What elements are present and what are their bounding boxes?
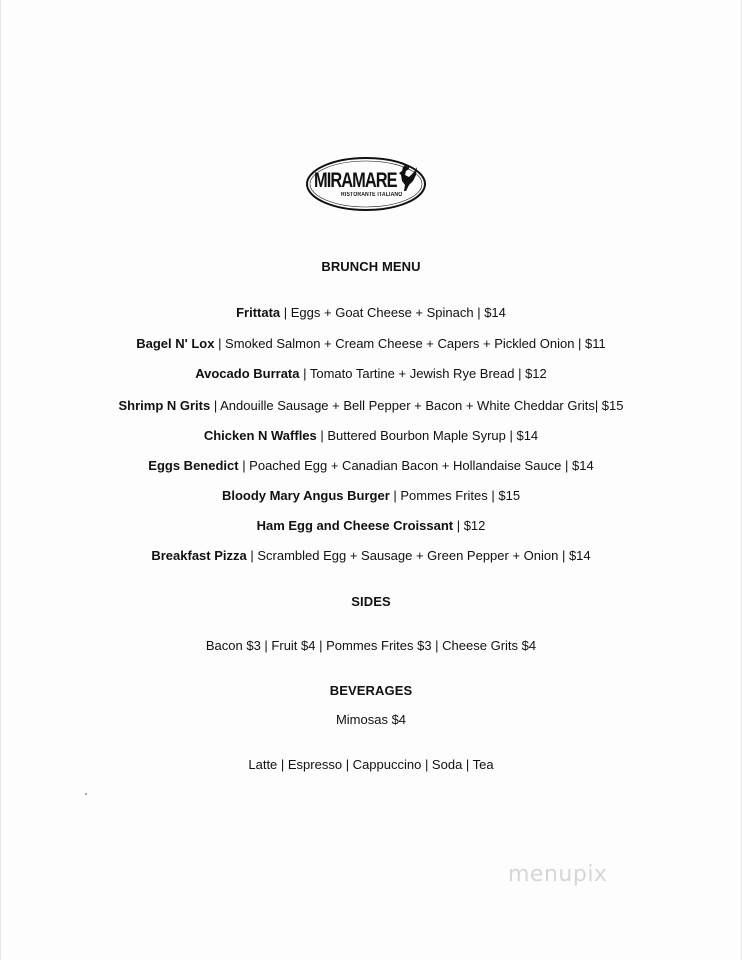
menu-item-detail: | $12 bbox=[453, 518, 486, 533]
menu-item-name: Ham Egg and Cheese Croissant bbox=[256, 518, 454, 533]
menu-item-name: Frittata bbox=[236, 305, 281, 320]
menu-item-name: Bagel N' Lox bbox=[136, 336, 215, 351]
scan-edge-left bbox=[0, 0, 1, 960]
beverage-line: Mimosas $4 bbox=[335, 712, 407, 727]
menu-item bbox=[0, 366, 742, 382]
sides-list: Bacon $3 | Fruit $4 | Pommes Frites $3 | Cheese Grits $4 bbox=[205, 638, 537, 653]
menu-item bbox=[0, 336, 742, 352]
scan-speck bbox=[85, 793, 87, 795]
menu-item-detail: | Andouille Sausage + Bell Pepper + Bacon + White Cheddar Grits| $15 bbox=[210, 398, 624, 413]
menu-item bbox=[0, 518, 742, 534]
brunch-heading: BRUNCH MENU bbox=[321, 259, 421, 274]
menu-item-detail: | Eggs + Goat Cheese + Spinach | $14 bbox=[280, 305, 506, 320]
menu-item-detail: | Poached Egg + Canadian Bacon + Hollandaise Sauce | $14 bbox=[238, 458, 594, 473]
menu-item-name: Breakfast Pizza bbox=[151, 548, 247, 563]
menupix-watermark: menupix bbox=[508, 862, 608, 887]
menu-item bbox=[0, 458, 742, 474]
menu-item-name: Bloody Mary Angus Burger bbox=[221, 488, 390, 503]
menu-item-detail: | Smoked Salmon + Cream Cheese + Capers + Pickled Onion | $11 bbox=[214, 336, 606, 351]
menu-item bbox=[0, 488, 742, 504]
menu-item-detail: | Scrambled Egg + Sausage + Green Pepper + Onion | $14 bbox=[246, 548, 591, 563]
menu-item-name: Chicken N Waffles bbox=[203, 428, 317, 443]
menu-item-name: Eggs Benedict bbox=[148, 458, 239, 473]
menu-item bbox=[0, 548, 742, 564]
logo-tagline: RISTORANTE ITALIANO bbox=[341, 192, 403, 198]
sides-heading: SIDES bbox=[351, 594, 391, 609]
menu-item bbox=[0, 398, 742, 414]
logo-name: MIRAMARE bbox=[314, 169, 397, 192]
menu-item-name: Avocado Burrata bbox=[195, 366, 300, 381]
menu-item-name: Shrimp N Grits bbox=[118, 398, 211, 413]
rooster-icon bbox=[397, 163, 419, 193]
menu-item bbox=[0, 428, 742, 444]
miramare-logo bbox=[305, 155, 427, 213]
menu-item bbox=[0, 305, 742, 321]
menu-item-detail: | Tomato Tartine + Jewish Rye Bread | $12 bbox=[299, 366, 547, 381]
menu-item-detail: | Pommes Frites | $15 bbox=[389, 488, 521, 503]
beverages-heading: BEVERAGES bbox=[329, 683, 413, 698]
menu-item-detail: | Buttered Bourbon Maple Syrup | $14 bbox=[316, 428, 539, 443]
beverage-line: Latte | Espresso | Cappuccino | Soda | Tea bbox=[248, 757, 494, 772]
